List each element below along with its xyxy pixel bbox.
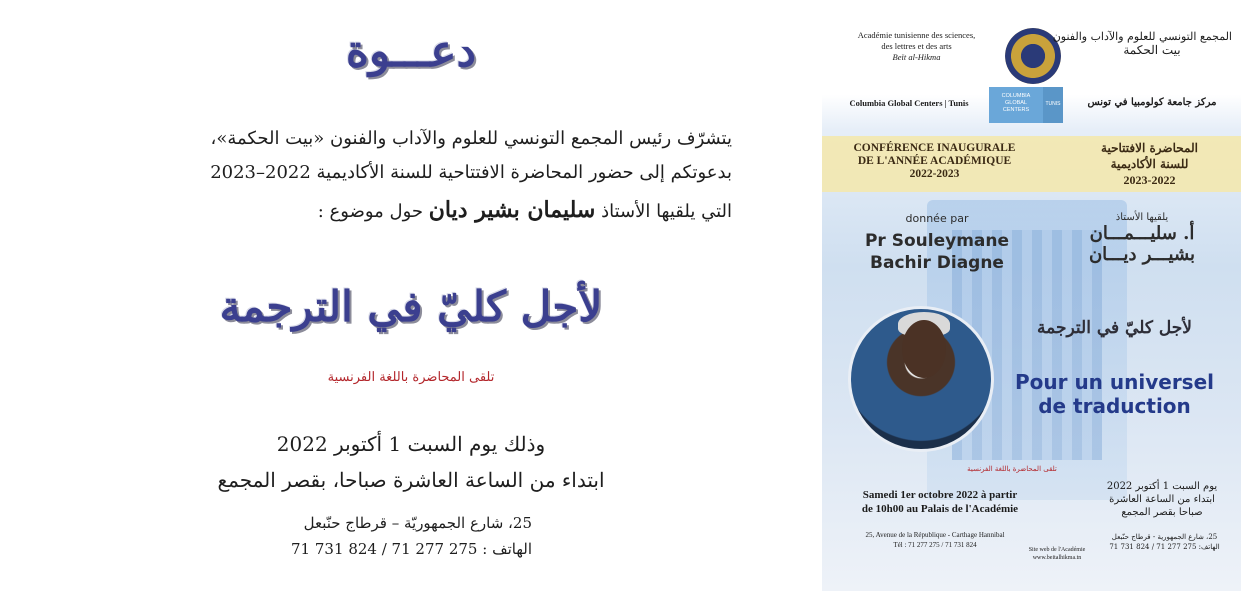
conf-fr-line-3: 2022-2023	[909, 168, 960, 180]
phone-line: الهاتف : 275 277 71 / 824 731 71	[291, 540, 532, 558]
conference-title-fr	[832, 142, 1037, 181]
columbia-logo-icon	[989, 87, 1043, 123]
conf-ar-line-1: المحاضرة الافتتاحية	[1101, 141, 1198, 155]
conf-fr-line-2: DE L'ANNÉE ACADÉMIQUE	[857, 155, 1012, 167]
poster-language-note: تلقى المحاضرة باللغة الفرنسية	[967, 465, 1057, 473]
speaker-fr-line-2: Bachir Diagne	[870, 253, 1004, 273]
event-poster	[822, 0, 1241, 591]
website-link: www.beitalhikma.tn	[1032, 555, 1082, 561]
academy-fr-line-1: Académie tunisienne des sciences,	[857, 30, 976, 40]
conf-ar-line-2: للسنة الأكاديمية	[1110, 157, 1189, 171]
date-fr-line-2: de 10h00 au Palais de l'Académie	[861, 503, 1019, 515]
columbia-logo-city: TUNIS	[1043, 87, 1063, 123]
website-block	[1007, 546, 1107, 562]
language-note: تلقى المحاضرة باللغة الفرنسية	[327, 370, 495, 385]
conference-title-ar	[1072, 140, 1227, 188]
invitation-line-3	[318, 197, 732, 223]
speaker-name-ar	[1062, 212, 1222, 265]
given-by-ar: يلقيها الأستاذ	[1115, 212, 1169, 223]
topic-fr	[1002, 370, 1227, 418]
phone-fr-line: Tél : 71 277 275 / 71 731 824	[893, 541, 977, 549]
website-label: Site web de l'Académie	[1028, 547, 1086, 553]
speaker-name: سليمان بشير ديان	[428, 197, 596, 223]
columbia-logo-line-3: CENTERS	[1002, 107, 1030, 113]
speaker-photo-face	[902, 320, 946, 378]
academy-ar-line-1: المجمع التونسي للعلوم والآداب والفنون	[1052, 30, 1232, 43]
address-ar-line: 25، شارع الجمهورية - قرطاج حنّبعل	[1111, 533, 1218, 541]
topic-fr-line-1: Pour un universel	[1014, 370, 1215, 394]
given-by-label: donnée par	[905, 212, 969, 225]
conf-fr-line-1: CONFÉRENCE INAUGURALE	[853, 142, 1016, 154]
invitation-line-1: يتشرّف رئيس المجمع التونسي للعلوم والآداب والفنون «بيت الحكمة»،	[210, 128, 732, 149]
academy-name-ar	[1052, 30, 1232, 57]
time-line: ابتداء من الساعة العاشرة صباحا، بقصر المجمع	[217, 468, 605, 492]
speaker-ar-line-2: بشيـــر ديـــان	[1088, 244, 1196, 265]
speaker-fr-line-1: Pr Souleymane	[864, 231, 1010, 251]
phone-ar-line: الهاتف: 275 277 71 / 824 731 71	[1109, 543, 1220, 551]
date-ar-line-1: يوم السبت 1 أكتوبر 2022	[1106, 481, 1218, 492]
date-line: وذلك يوم السبت 1 أكتوبر 2022	[276, 432, 546, 456]
columbia-logo-line-2: GLOBAL	[1004, 100, 1027, 106]
date-fr	[840, 488, 1040, 516]
date-ar-line-3: صباحا بقصر المجمع	[1121, 507, 1203, 518]
date-ar	[1092, 480, 1232, 519]
address-line: 25، شارع الجمهوريّة – قرطاج حنّبعل	[303, 514, 532, 532]
address-ar	[1092, 532, 1237, 552]
date-fr-line-1: Samedi 1er octobre 2022 à partir	[862, 489, 1018, 501]
academy-name-fr	[834, 30, 999, 63]
line3-suffix: حول موضوع :	[317, 201, 424, 222]
academy-fr-line-2: des lettres et des arts	[881, 41, 952, 51]
lecture-subject: لأجل كليّ في الترجمة	[219, 282, 603, 331]
academy-ar-line-2: بيت الحكمة	[1123, 43, 1181, 57]
conf-ar-line-3: 2023-2022	[1123, 173, 1176, 187]
columbia-logo-line-1: COLUMBIA	[1001, 93, 1031, 99]
speaker-ar-line-1: أ. سليـــمـــان	[1089, 223, 1195, 244]
topic-fr-line-2: de traduction	[1038, 394, 1191, 418]
columbia-name-fr: Columbia Global Centers | Tunis	[849, 98, 969, 108]
columbia-name-ar: مركز جامعة كولومبيا في تونس	[1087, 97, 1217, 108]
speaker-name-fr	[852, 230, 1022, 274]
invitation-line-2: بدعوتكم إلى حضور المحاضرة الافتتاحية للسنة الأكاديمية 2022–2023	[210, 162, 732, 183]
address-fr-line: 25, Avenue de la République - Carthage Hannibal	[865, 531, 1005, 539]
date-ar-line-2: ابتداء من الساعة العاشرة	[1109, 494, 1215, 505]
invitation-title: دعـــوة	[345, 26, 477, 77]
academy-fr-line-3: Beït al-Hikma	[892, 52, 941, 62]
topic-ar: لأجل كليّ في الترجمة	[1037, 318, 1192, 338]
line3-prefix: التي يلقيها الأستاذ	[601, 201, 732, 222]
